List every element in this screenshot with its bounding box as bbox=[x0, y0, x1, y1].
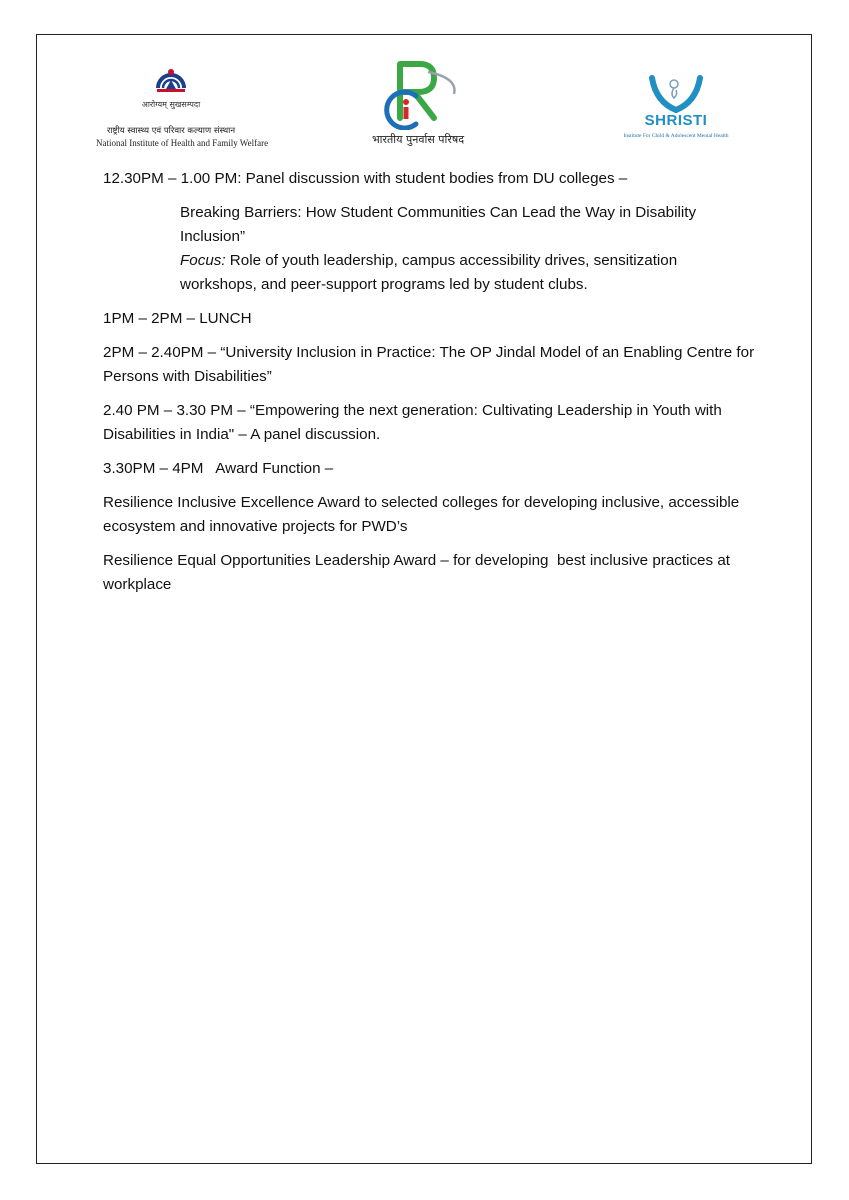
nihfw-emblem-icon bbox=[96, 68, 246, 102]
schedule-item-lunch: 1PM – 2PM – LUNCH bbox=[103, 310, 252, 327]
schedule-item-university-inclusion: 2PM – 2.40PM – “University Inclusion in Practice: The OP Jindal Model of an Enabling Centre for Persons with Disabilities” bbox=[103, 344, 755, 385]
shristi-name: SHRISTI bbox=[644, 112, 708, 129]
schedule-item-panel-du: 12.30PM – 1.00 PM: Panel discussion with student bodies from DU colleges – bbox=[103, 170, 628, 187]
nihfw-hindi-motto: आरोग्यम् सुखसम्पदा bbox=[141, 100, 201, 109]
focus-text: Role of youth leadership, campus accessibility drives, sensitization workshops, and peer-support programs led by student clubs. bbox=[180, 252, 678, 293]
award-equal-opportunities: Resilience Equal Opportunities Leadership Award – for developing best inclusive practices at workplace bbox=[103, 552, 735, 593]
award-inclusive-excellence: Resilience Inclusive Excellence Award to selected colleges for developing inclusive, accessible ecosystem and innovative projects for PWD’s bbox=[103, 494, 740, 535]
shristi-tagline: Institute For Child & Adolescent Mental Health bbox=[623, 133, 729, 139]
shristi-logo bbox=[612, 72, 740, 148]
schedule-item-award-function: 3.30PM – 4PM Award Function – bbox=[103, 460, 334, 477]
rci-logo-icon bbox=[358, 60, 478, 130]
nihfw-english-name: National Institute of Health and Family Welfare bbox=[96, 138, 269, 148]
logo-header bbox=[0, 0, 849, 160]
hands-icon bbox=[612, 72, 740, 114]
rci-hindi-name: भारतीय पुनर्वास परिषद bbox=[371, 133, 465, 146]
focus-label: Focus: bbox=[180, 252, 226, 269]
nihfw-hindi-name: राष्ट्रीय स्वास्थ्य एवं परिवार कल्याण संस्थान bbox=[106, 126, 236, 136]
panel-focus bbox=[180, 249, 700, 297]
rci-logo bbox=[358, 60, 478, 148]
schedule-content bbox=[103, 167, 763, 597]
panel-topic: Breaking Barriers: How Student Communities Can Lead the Way in Disability Inclusion” bbox=[180, 204, 697, 245]
nihfw-logo bbox=[96, 68, 269, 152]
schedule-item-empowering: 2.40 PM – 3.30 PM – “Empowering the next generation: Cultivating Leadership in Youth with Disabilities in India" – A panel discussion. bbox=[103, 402, 722, 443]
